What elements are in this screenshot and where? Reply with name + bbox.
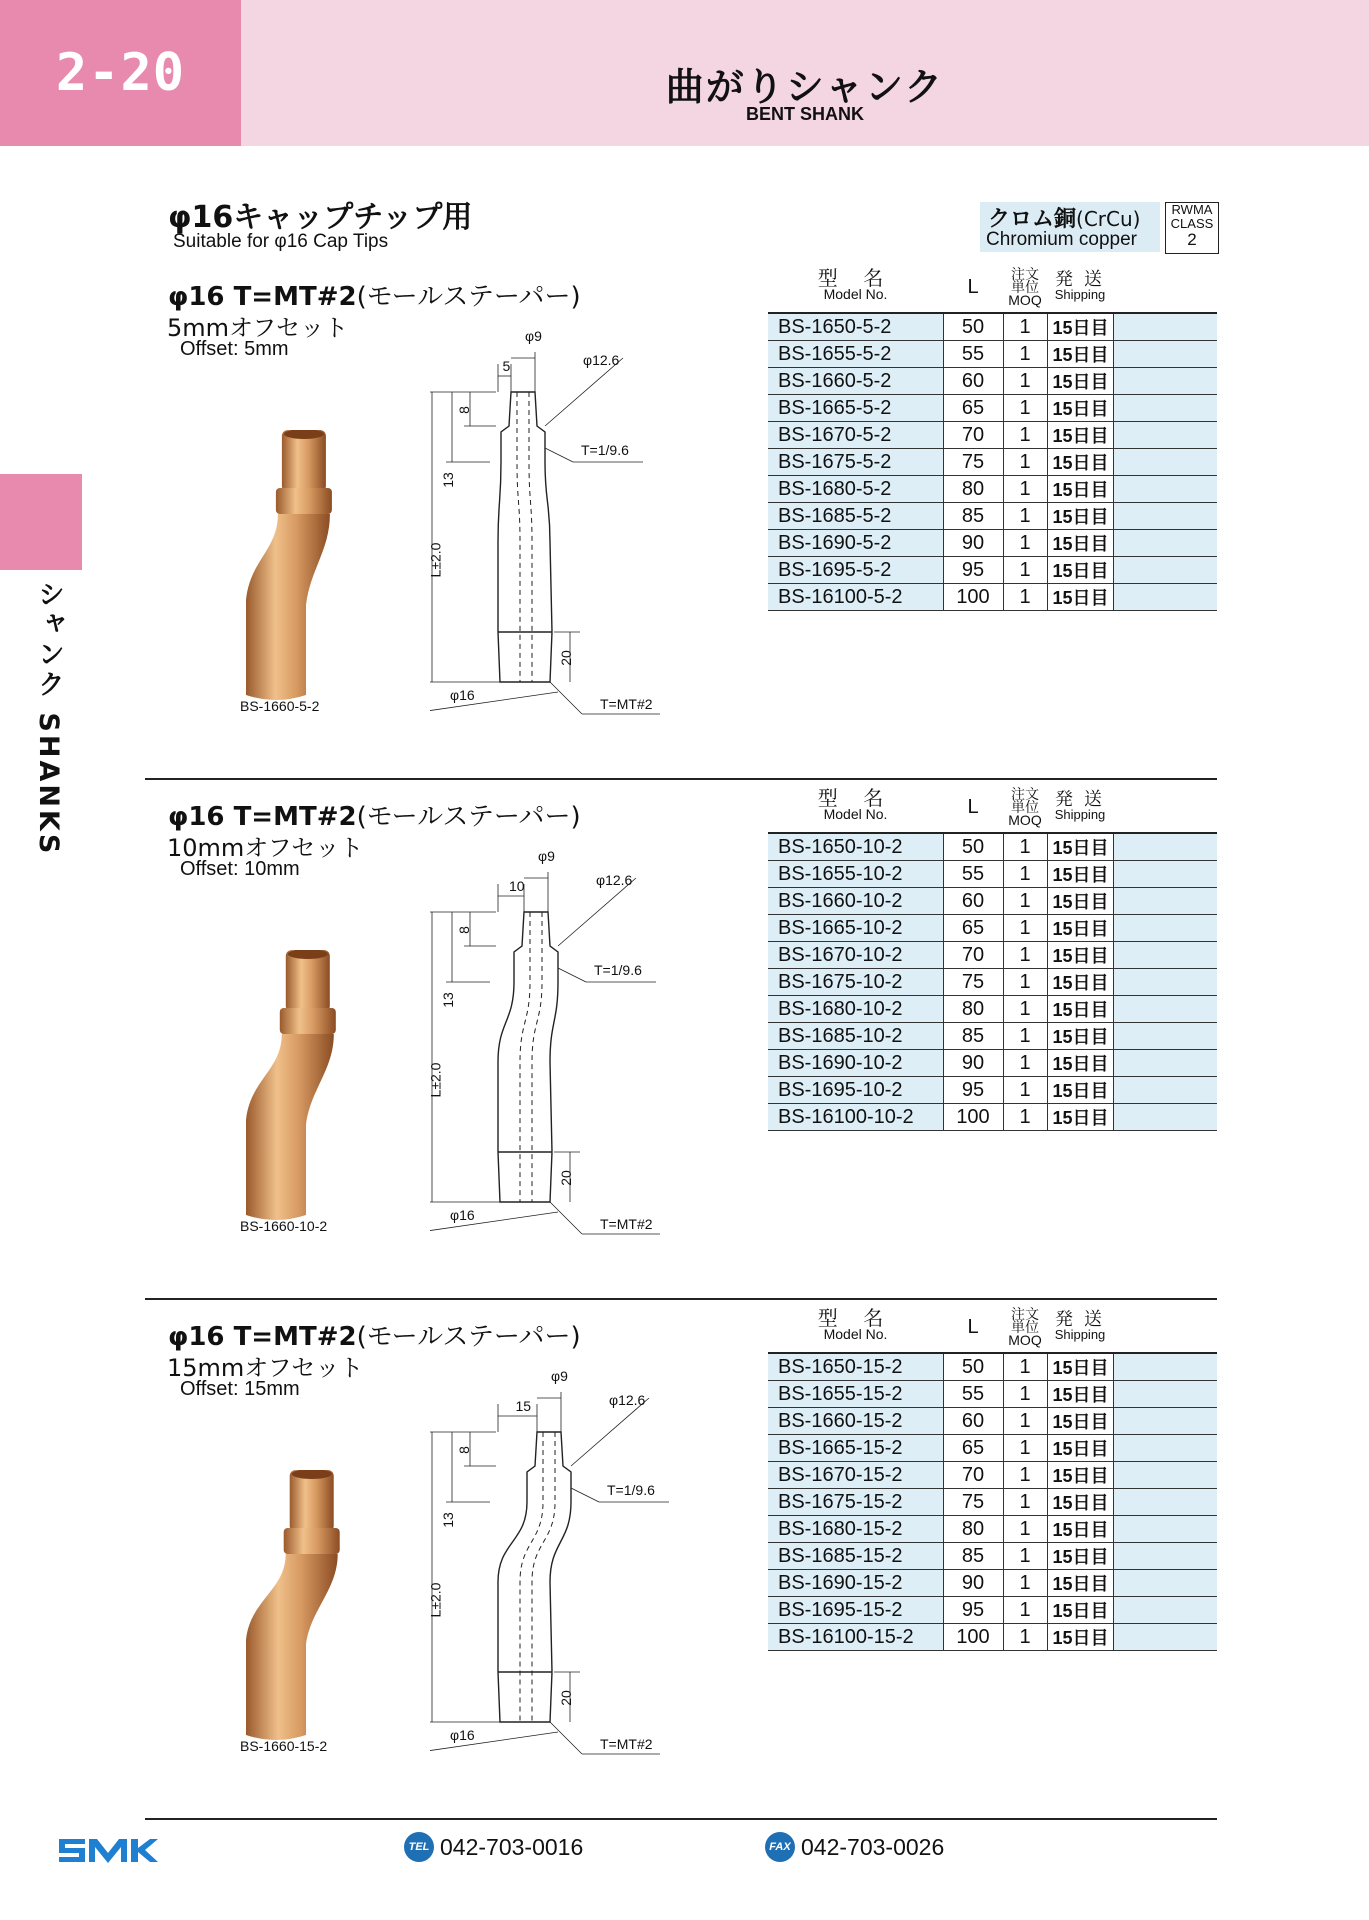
spec-table <box>768 782 1217 1131</box>
model-number: BS-1670-10-2 <box>768 942 943 969</box>
row-fill <box>1113 449 1217 476</box>
row-fill <box>1113 833 1217 861</box>
shipping-value: 15日目 <box>1047 557 1113 584</box>
model-number: BS-16100-15-2 <box>768 1624 943 1651</box>
length-value: 50 <box>943 833 1003 861</box>
table-row[interactable] <box>768 1462 1217 1489</box>
table-row[interactable] <box>768 368 1217 395</box>
shipping-value: 15日目 <box>1047 996 1113 1023</box>
section-title: φ16 T=MT#2(モールステーパー) <box>168 802 581 832</box>
dimension-label: 8 <box>455 926 472 934</box>
table-row[interactable] <box>768 584 1217 611</box>
length-value: 65 <box>943 395 1003 422</box>
dimension-label: φ16 <box>450 1727 475 1743</box>
shipping-value: 15日目 <box>1047 942 1113 969</box>
page-title: 曲がりシャンク <box>665 65 945 109</box>
dimension-label: 20 <box>557 1690 574 1706</box>
length-value: 90 <box>943 1570 1003 1597</box>
moq-value: 1 <box>1003 1570 1047 1597</box>
length-value: 55 <box>943 1381 1003 1408</box>
length-value: 55 <box>943 861 1003 888</box>
moq-value: 1 <box>1003 395 1047 422</box>
length-value: 75 <box>943 1489 1003 1516</box>
length-value: 95 <box>943 1077 1003 1104</box>
shipping-value: 15日目 <box>1047 1489 1113 1516</box>
moq-value: 1 <box>1003 1516 1047 1543</box>
product-photo <box>220 430 360 710</box>
offset-label: 5mmオフセット <box>167 314 349 342</box>
length-value: 55 <box>943 341 1003 368</box>
length-value: 70 <box>943 942 1003 969</box>
table-row[interactable] <box>768 915 1217 942</box>
shipping-value: 15日目 <box>1047 1381 1113 1408</box>
main-title: φ16キャップチップ用 <box>168 200 473 235</box>
moq-value: 1 <box>1003 861 1047 888</box>
moq-value: 1 <box>1003 833 1047 861</box>
section-title: φ16 T=MT#2(モールステーパー) <box>168 1322 581 1352</box>
length-value: 80 <box>943 996 1003 1023</box>
dimension-label: 5 <box>502 358 511 374</box>
product-photo <box>220 1470 360 1750</box>
row-fill <box>1113 368 1217 395</box>
moq-value: 1 <box>1003 313 1047 341</box>
table-row[interactable] <box>768 1570 1217 1597</box>
row-fill <box>1113 861 1217 888</box>
company-logo <box>55 1833 159 1867</box>
model-number: BS-1695-10-2 <box>768 1077 943 1104</box>
moq-value: 1 <box>1003 476 1047 503</box>
dimension-label: L±2.0 <box>427 1582 444 1618</box>
dimension-label: 20 <box>557 650 574 666</box>
length-value: 95 <box>943 1597 1003 1624</box>
model-number: BS-1690-5-2 <box>768 530 943 557</box>
row-fill <box>1113 1543 1217 1570</box>
material-name-en: Chromium copper <box>986 229 1137 250</box>
shipping-value: 15日目 <box>1047 1353 1113 1381</box>
model-number: BS-1665-15-2 <box>768 1435 943 1462</box>
length-value: 75 <box>943 969 1003 996</box>
length-value: 85 <box>943 1023 1003 1050</box>
row-fill <box>1113 341 1217 368</box>
table-row[interactable] <box>768 395 1217 422</box>
shipping-value: 15日目 <box>1047 915 1113 942</box>
page-number: 2-20 <box>0 0 241 146</box>
length-value: 75 <box>943 449 1003 476</box>
table-row[interactable] <box>768 1597 1217 1624</box>
moq-value: 1 <box>1003 557 1047 584</box>
shipping-value: 15日目 <box>1047 584 1113 611</box>
model-number: BS-1650-5-2 <box>768 313 943 341</box>
shipping-value: 15日目 <box>1047 1543 1113 1570</box>
shipping-value: 15日目 <box>1047 449 1113 476</box>
row-fill <box>1113 1516 1217 1543</box>
row-fill <box>1113 584 1217 611</box>
shipping-value: 15日目 <box>1047 368 1113 395</box>
dimension-label: 13 <box>439 1512 456 1528</box>
row-fill <box>1113 1353 1217 1381</box>
moq-value: 1 <box>1003 1353 1047 1381</box>
table-header-row: 型 名 Model No. L 注文 単位 MOQ 発 送 Shipping <box>768 782 1217 833</box>
shipping-value: 15日目 <box>1047 476 1113 503</box>
shipping-value: 15日目 <box>1047 888 1113 915</box>
model-number: BS-1650-10-2 <box>768 833 943 861</box>
rwma-class-badge: RWMA CLASS 2 <box>1165 202 1219 254</box>
dimension-label: T=MT#2 <box>600 1216 653 1232</box>
model-number: BS-1680-10-2 <box>768 996 943 1023</box>
moq-value: 1 <box>1003 996 1047 1023</box>
moq-value: 1 <box>1003 368 1047 395</box>
moq-value: 1 <box>1003 969 1047 996</box>
model-number: BS-1680-15-2 <box>768 1516 943 1543</box>
table-row[interactable] <box>768 833 1217 861</box>
row-fill <box>1113 1570 1217 1597</box>
dimension-label: φ9 <box>525 328 542 344</box>
dimension-drawing <box>430 872 730 1252</box>
model-number: BS-1690-10-2 <box>768 1050 943 1077</box>
length-value: 65 <box>943 915 1003 942</box>
shipping-value: 15日目 <box>1047 1104 1113 1131</box>
offset-label-en: Offset: 10mm <box>180 858 300 880</box>
dimension-label: T=MT#2 <box>600 1736 653 1752</box>
dimension-label: 15 <box>515 1398 532 1414</box>
model-number: BS-1655-15-2 <box>768 1381 943 1408</box>
model-number: BS-1695-15-2 <box>768 1597 943 1624</box>
row-fill <box>1113 1435 1217 1462</box>
moq-value: 1 <box>1003 1489 1047 1516</box>
moq-value: 1 <box>1003 888 1047 915</box>
offset-label: 10mmオフセット <box>167 834 364 862</box>
dimension-label: L±2.0 <box>427 1062 444 1098</box>
length-value: 50 <box>943 1353 1003 1381</box>
length-value: 80 <box>943 476 1003 503</box>
row-fill <box>1113 1597 1217 1624</box>
model-number: BS-1670-5-2 <box>768 422 943 449</box>
dimension-label: 13 <box>439 992 456 1008</box>
model-number: BS-1685-15-2 <box>768 1543 943 1570</box>
photo-caption: BS-1660-15-2 <box>240 1738 328 1754</box>
material-name: クロム銅(CrCu) <box>988 207 1141 232</box>
row-fill <box>1113 1077 1217 1104</box>
table-row[interactable] <box>768 1353 1217 1381</box>
fax-number: 042-703-0026 <box>801 1833 945 1860</box>
section-title: φ16 T=MT#2(モールステーパー) <box>168 282 581 312</box>
row-fill <box>1113 1489 1217 1516</box>
model-number: BS-1690-15-2 <box>768 1570 943 1597</box>
product-photo <box>220 950 360 1230</box>
dimension-label: T=1/9.6 <box>607 1482 655 1498</box>
model-number: BS-1650-15-2 <box>768 1353 943 1381</box>
row-fill <box>1113 395 1217 422</box>
table-row[interactable] <box>768 313 1217 341</box>
moq-value: 1 <box>1003 942 1047 969</box>
page-subtitle: BENT SHANK <box>745 104 864 124</box>
table-header-row: 型 名 Model No. L 注文 単位 MOQ 発 送 Shipping <box>768 262 1217 313</box>
shipping-value: 15日目 <box>1047 1570 1113 1597</box>
table-row[interactable] <box>768 1104 1217 1131</box>
photo-caption: BS-1660-5-2 <box>240 698 320 714</box>
section-rule <box>145 778 1217 780</box>
moq-value: 1 <box>1003 503 1047 530</box>
length-value: 90 <box>943 1050 1003 1077</box>
shipping-value: 15日目 <box>1047 422 1113 449</box>
shipping-value: 15日目 <box>1047 1462 1113 1489</box>
model-number: BS-1660-5-2 <box>768 368 943 395</box>
shipping-value: 15日目 <box>1047 833 1113 861</box>
table-row[interactable] <box>768 1381 1217 1408</box>
shipping-value: 15日目 <box>1047 1597 1113 1624</box>
row-fill <box>1113 1381 1217 1408</box>
moq-value: 1 <box>1003 915 1047 942</box>
row-fill <box>1113 1462 1217 1489</box>
row-fill <box>1113 503 1217 530</box>
model-number: BS-1655-5-2 <box>768 341 943 368</box>
dimension-label: φ12.6 <box>583 352 620 368</box>
shipping-value: 15日目 <box>1047 395 1113 422</box>
shipping-value: 15日目 <box>1047 1023 1113 1050</box>
model-number: BS-16100-5-2 <box>768 584 943 611</box>
length-value: 60 <box>943 888 1003 915</box>
row-fill <box>1113 888 1217 915</box>
length-value: 60 <box>943 368 1003 395</box>
spec-table <box>768 1302 1217 1651</box>
model-number: BS-1665-10-2 <box>768 915 943 942</box>
shipping-value: 15日目 <box>1047 1077 1113 1104</box>
table-header-row: 型 名 Model No. L 注文 単位 MOQ 発 送 Shipping <box>768 1302 1217 1353</box>
row-fill <box>1113 996 1217 1023</box>
shipping-value: 15日目 <box>1047 530 1113 557</box>
moq-value: 1 <box>1003 584 1047 611</box>
shipping-value: 15日目 <box>1047 861 1113 888</box>
dimension-label: T=1/9.6 <box>581 442 629 458</box>
moq-value: 1 <box>1003 1462 1047 1489</box>
tel-contact[interactable] <box>404 1832 583 1862</box>
moq-value: 1 <box>1003 1408 1047 1435</box>
table-row[interactable] <box>768 557 1217 584</box>
shipping-value: 15日目 <box>1047 1624 1113 1651</box>
model-number: BS-1670-15-2 <box>768 1462 943 1489</box>
dimension-label: 10 <box>509 878 525 894</box>
row-fill <box>1113 557 1217 584</box>
table-row[interactable] <box>768 530 1217 557</box>
table-row[interactable] <box>768 341 1217 368</box>
table-row[interactable] <box>768 1624 1217 1651</box>
model-number: BS-1695-5-2 <box>768 557 943 584</box>
moq-value: 1 <box>1003 1050 1047 1077</box>
row-fill <box>1113 530 1217 557</box>
dimension-label: L±2.0 <box>427 542 444 578</box>
table-row[interactable] <box>768 476 1217 503</box>
row-fill <box>1113 313 1217 341</box>
shipping-value: 15日目 <box>1047 1435 1113 1462</box>
length-value: 100 <box>943 584 1003 611</box>
length-value: 95 <box>943 557 1003 584</box>
table-row[interactable] <box>768 449 1217 476</box>
footer-rule <box>145 1818 1217 1820</box>
model-number: BS-1675-10-2 <box>768 969 943 996</box>
model-number: BS-1685-10-2 <box>768 1023 943 1050</box>
moq-value: 1 <box>1003 530 1047 557</box>
dimension-label: 20 <box>557 1170 574 1186</box>
table-row[interactable] <box>768 996 1217 1023</box>
moq-value: 1 <box>1003 1543 1047 1570</box>
table-row[interactable] <box>768 1050 1217 1077</box>
main-subtitle: Suitable for φ16 Cap Tips <box>173 231 389 252</box>
shipping-value: 15日目 <box>1047 313 1113 341</box>
shipping-value: 15日目 <box>1047 1408 1113 1435</box>
row-fill <box>1113 422 1217 449</box>
fax-icon: FAX <box>765 1832 795 1862</box>
model-number: BS-1660-10-2 <box>768 888 943 915</box>
length-value: 80 <box>943 1516 1003 1543</box>
row-fill <box>1113 1624 1217 1651</box>
photo-caption: BS-1660-10-2 <box>240 1218 328 1234</box>
moq-value: 1 <box>1003 449 1047 476</box>
table-row[interactable] <box>768 1077 1217 1104</box>
moq-value: 1 <box>1003 1435 1047 1462</box>
length-value: 70 <box>943 1462 1003 1489</box>
length-value: 70 <box>943 422 1003 449</box>
table-row[interactable] <box>768 942 1217 969</box>
moq-value: 1 <box>1003 1104 1047 1131</box>
table-row[interactable] <box>768 861 1217 888</box>
offset-label: 15mmオフセット <box>167 1354 364 1382</box>
length-value: 65 <box>943 1435 1003 1462</box>
row-fill <box>1113 942 1217 969</box>
shipping-value: 15日目 <box>1047 1516 1113 1543</box>
dimension-label: 8 <box>455 1446 472 1454</box>
model-number: BS-1675-5-2 <box>768 449 943 476</box>
moq-value: 1 <box>1003 1624 1047 1651</box>
model-number: BS-1680-5-2 <box>768 476 943 503</box>
model-number: BS-1675-15-2 <box>768 1489 943 1516</box>
length-value: 90 <box>943 530 1003 557</box>
model-number: BS-16100-10-2 <box>768 1104 943 1131</box>
offset-label-en: Offset: 15mm <box>180 1378 300 1400</box>
moq-value: 1 <box>1003 1077 1047 1104</box>
dimension-label: φ16 <box>450 687 475 703</box>
dimension-label: φ12.6 <box>596 872 633 888</box>
moq-value: 1 <box>1003 422 1047 449</box>
table-row[interactable] <box>768 1489 1217 1516</box>
dimension-label: φ16 <box>450 1207 475 1223</box>
dimension-label: T=1/9.6 <box>594 962 642 978</box>
spec-table <box>768 262 1217 611</box>
row-fill <box>1113 1023 1217 1050</box>
length-value: 60 <box>943 1408 1003 1435</box>
section-rule <box>145 1298 1217 1300</box>
length-value: 50 <box>943 313 1003 341</box>
side-tab[interactable] <box>0 474 82 570</box>
dimension-label: φ9 <box>551 1368 568 1384</box>
model-number: BS-1685-5-2 <box>768 503 943 530</box>
row-fill <box>1113 1408 1217 1435</box>
table-row[interactable] <box>768 1435 1217 1462</box>
table-row[interactable] <box>768 1408 1217 1435</box>
length-value: 100 <box>943 1104 1003 1131</box>
shipping-value: 15日目 <box>1047 969 1113 996</box>
moq-value: 1 <box>1003 1381 1047 1408</box>
dimension-label: φ12.6 <box>609 1392 646 1408</box>
table-row[interactable] <box>768 422 1217 449</box>
shipping-value: 15日目 <box>1047 503 1113 530</box>
row-fill <box>1113 1050 1217 1077</box>
dimension-label: φ9 <box>538 848 555 864</box>
length-value: 85 <box>943 503 1003 530</box>
moq-value: 1 <box>1003 341 1047 368</box>
table-row[interactable] <box>768 1516 1217 1543</box>
dimension-label: 13 <box>439 472 456 488</box>
dimension-label: 8 <box>455 406 472 414</box>
row-fill <box>1113 476 1217 503</box>
tel-icon: TEL <box>404 1832 434 1862</box>
row-fill <box>1113 915 1217 942</box>
side-tab-label: シャンク SHANKS <box>33 580 64 857</box>
model-number: BS-1665-5-2 <box>768 395 943 422</box>
moq-value: 1 <box>1003 1597 1047 1624</box>
table-row[interactable] <box>768 1543 1217 1570</box>
row-fill <box>1113 1104 1217 1131</box>
table-row[interactable] <box>768 888 1217 915</box>
model-number: BS-1660-15-2 <box>768 1408 943 1435</box>
fax-contact[interactable] <box>765 1832 944 1862</box>
dimension-drawing <box>430 1392 730 1772</box>
dimension-label: T=MT#2 <box>600 696 653 712</box>
moq-value: 1 <box>1003 1023 1047 1050</box>
dimension-drawing <box>430 352 730 732</box>
table-row[interactable] <box>768 1023 1217 1050</box>
shipping-value: 15日目 <box>1047 341 1113 368</box>
shipping-value: 15日目 <box>1047 1050 1113 1077</box>
tel-number: 042-703-0016 <box>440 1833 584 1860</box>
table-row[interactable] <box>768 969 1217 996</box>
length-value: 85 <box>943 1543 1003 1570</box>
offset-label-en: Offset: 5mm <box>180 338 289 360</box>
model-number: BS-1655-10-2 <box>768 861 943 888</box>
row-fill <box>1113 969 1217 996</box>
length-value: 100 <box>943 1624 1003 1651</box>
table-row[interactable] <box>768 503 1217 530</box>
